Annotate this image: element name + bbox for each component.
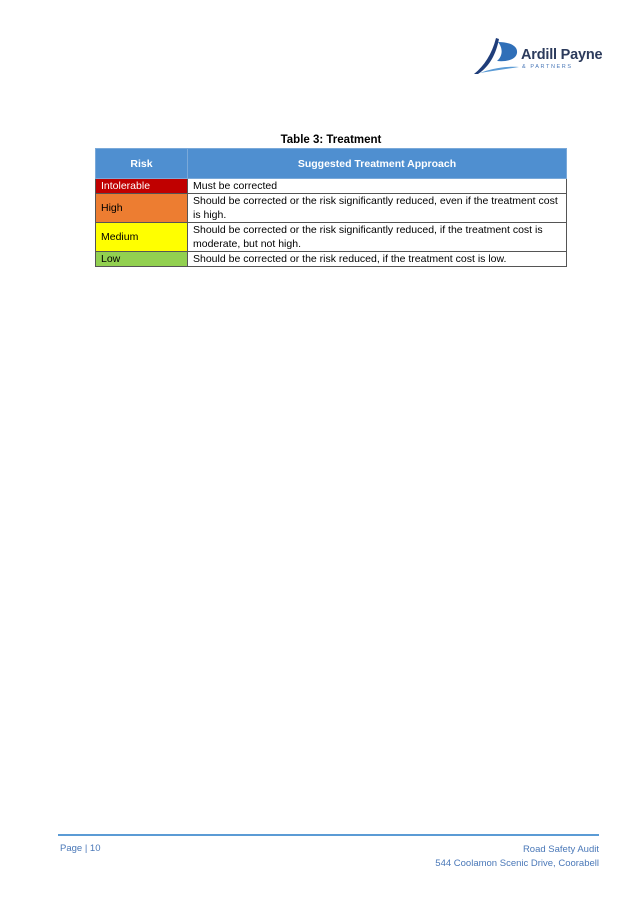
company-logo [470,36,605,76]
risk-level-cell: High [96,194,188,223]
table-row [96,179,567,194]
table-row [96,194,567,223]
treatment-cell: Should be corrected or the risk significantly reduced, if the treatment cost is moderate, but not high. [188,223,567,252]
footer-address: 544 Coolamon Scenic Drive, Coorabell [435,858,599,869]
footer-doc-title: Road Safety Audit [522,844,599,855]
sail-logo-icon [470,36,520,76]
treatment-table [95,148,567,267]
treatment-cell: Should be corrected or the risk reduced, if the treatment cost is low. [188,252,567,267]
table-header-row [96,149,567,179]
risk-level-cell: Low [96,252,188,267]
risk-level-cell: Medium [96,223,188,252]
footer-doc-info [435,843,599,871]
column-header-risk: Risk [96,149,188,179]
table-row [96,252,567,267]
treatment-cell: Should be corrected or the risk significantly reduced, even if the treatment cost is high. [188,194,567,223]
footer-divider [58,834,599,836]
logo-subtitle: & PARTNERS [522,64,573,70]
table-row [96,223,567,252]
logo-wordmark: Ardill Payne [521,47,603,63]
treatment-cell: Must be corrected [188,179,567,194]
column-header-approach: Suggested Treatment Approach [188,149,567,179]
table-caption: Table 3: Treatment [280,134,382,146]
page-number: Page | 10 [60,843,101,854]
risk-level-cell: Intolerable [96,179,188,194]
